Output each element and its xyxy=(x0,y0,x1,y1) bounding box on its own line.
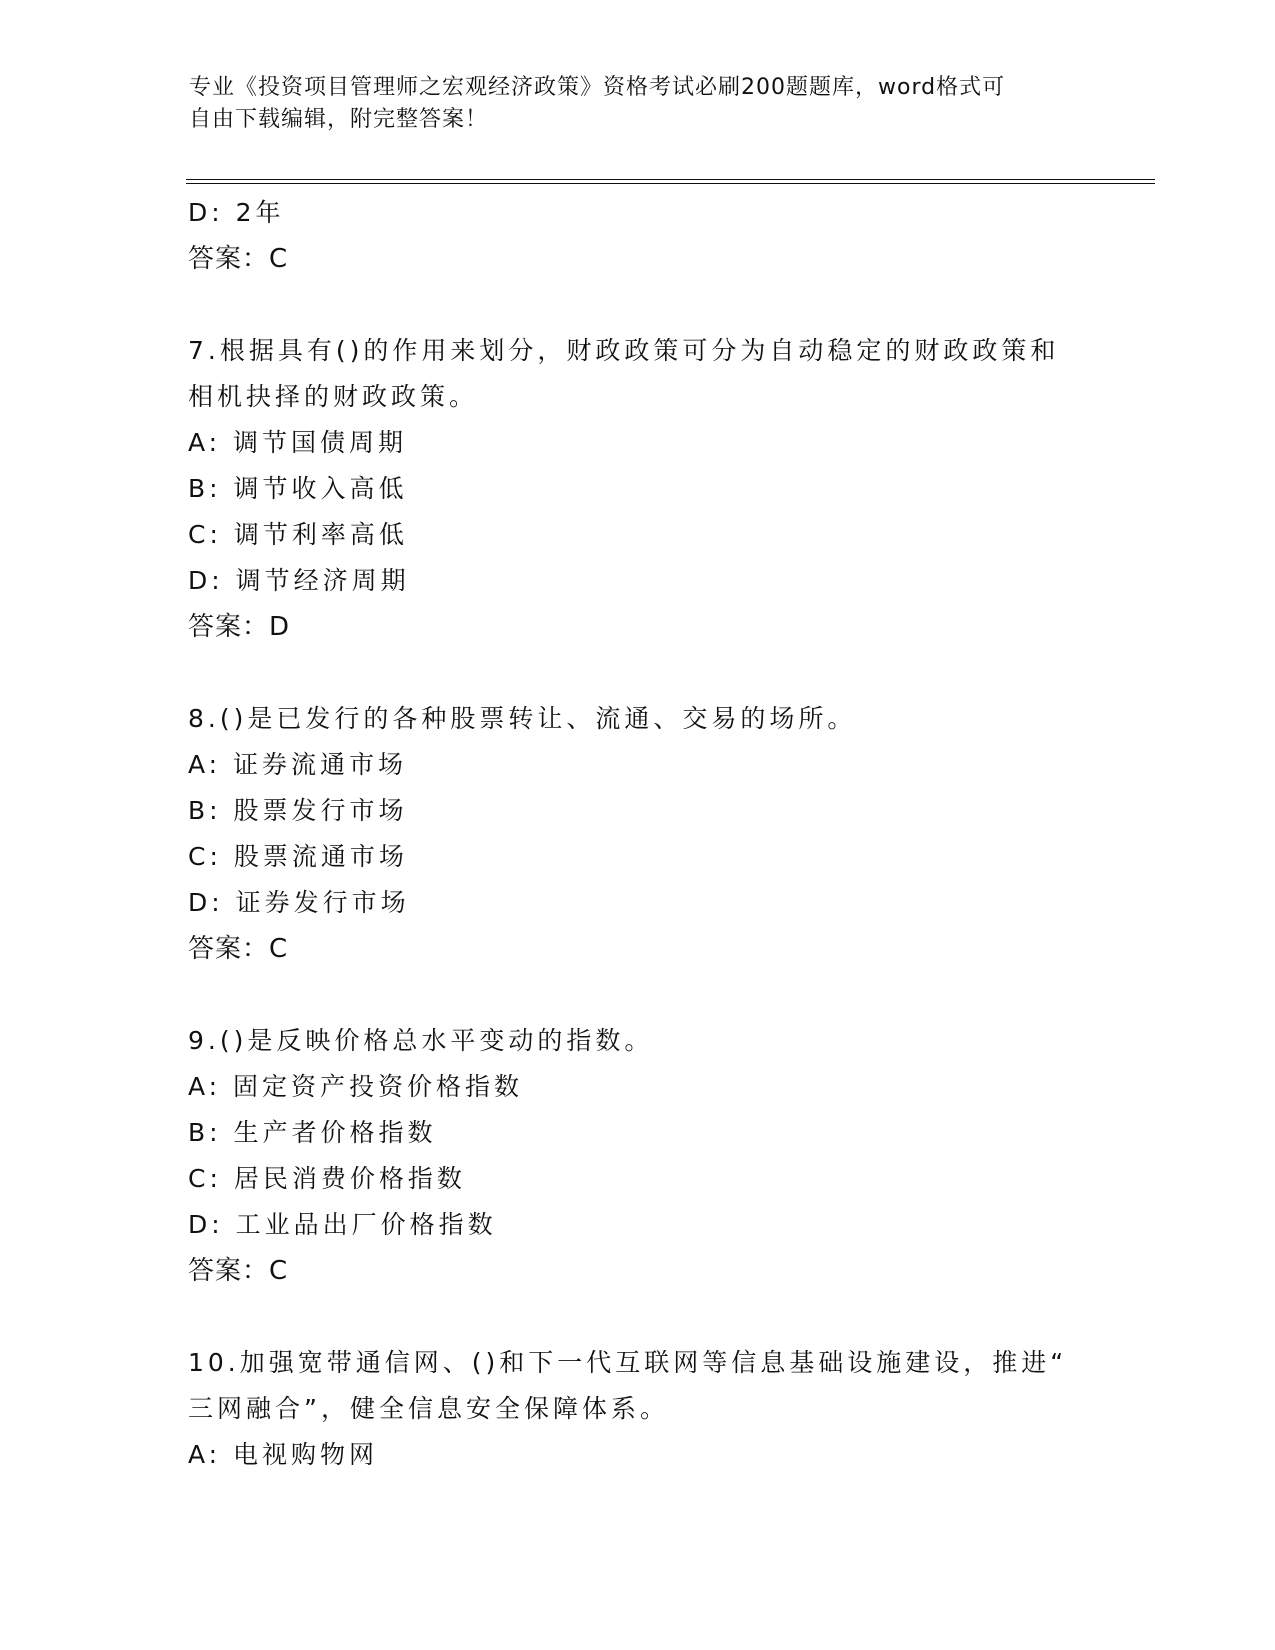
question-text: 9.()是反映价格总水平变动的指数。 xyxy=(188,1026,654,1055)
option-b: B: 生产者价格指数 xyxy=(188,1118,437,1147)
option-c: C: 调节利率高低 xyxy=(188,520,408,549)
option-d: D: 调节经济周期 xyxy=(188,566,410,595)
question-8 xyxy=(188,696,1088,972)
question-text: 10.加强宽带通信网、()和下一代互联网等信息基础设施建设，推进“ xyxy=(188,1348,1068,1377)
option-d: D: 2年 xyxy=(188,198,285,227)
header-divider-bottom xyxy=(186,183,1155,184)
option-a: A: 证券流通市场 xyxy=(188,750,408,779)
header-title-line-1: 专业《投资项目管理师之宏观经济政策》资格考试必刷200题题库，word格式可 xyxy=(189,75,1006,100)
option-a: A: 调节国债周期 xyxy=(188,428,408,457)
header-divider-top xyxy=(186,179,1155,180)
option-d: D: 证券发行市场 xyxy=(188,888,410,917)
question-9 xyxy=(188,1018,1088,1294)
question-text: 8.()是已发行的各种股票转让、流通、交易的场所。 xyxy=(188,704,857,733)
question-text: 7.根据具有()的作用来划分，财政政策可分为自动稳定的财政政策和 xyxy=(188,336,1060,365)
option-b: B: 调节收入高低 xyxy=(188,474,408,503)
question-text: 相机抉择的财政政策。 xyxy=(188,382,479,411)
option-d: D: 工业品出厂价格指数 xyxy=(188,1210,497,1239)
question-content xyxy=(188,190,1088,1478)
option-a: A: 电视购物网 xyxy=(188,1440,379,1469)
header-title-line-2: 自由下载编辑，附完整答案！ xyxy=(189,107,489,132)
option-c: C: 居民消费价格指数 xyxy=(188,1164,466,1193)
option-b: B: 股票发行市场 xyxy=(188,796,408,825)
answer: 答案：D xyxy=(188,612,291,642)
answer: 答案：C xyxy=(188,934,289,964)
option-c: C: 股票流通市场 xyxy=(188,842,408,871)
document-header xyxy=(189,72,1089,136)
question-10 xyxy=(188,1340,1088,1478)
question-text: 三网融合”，健全信息安全保障体系。 xyxy=(188,1394,669,1423)
answer: 答案：C xyxy=(188,1256,289,1286)
question-7 xyxy=(188,328,1088,650)
option-a: A: 固定资产投资价格指数 xyxy=(188,1072,524,1101)
answer: 答案：C xyxy=(188,244,289,274)
